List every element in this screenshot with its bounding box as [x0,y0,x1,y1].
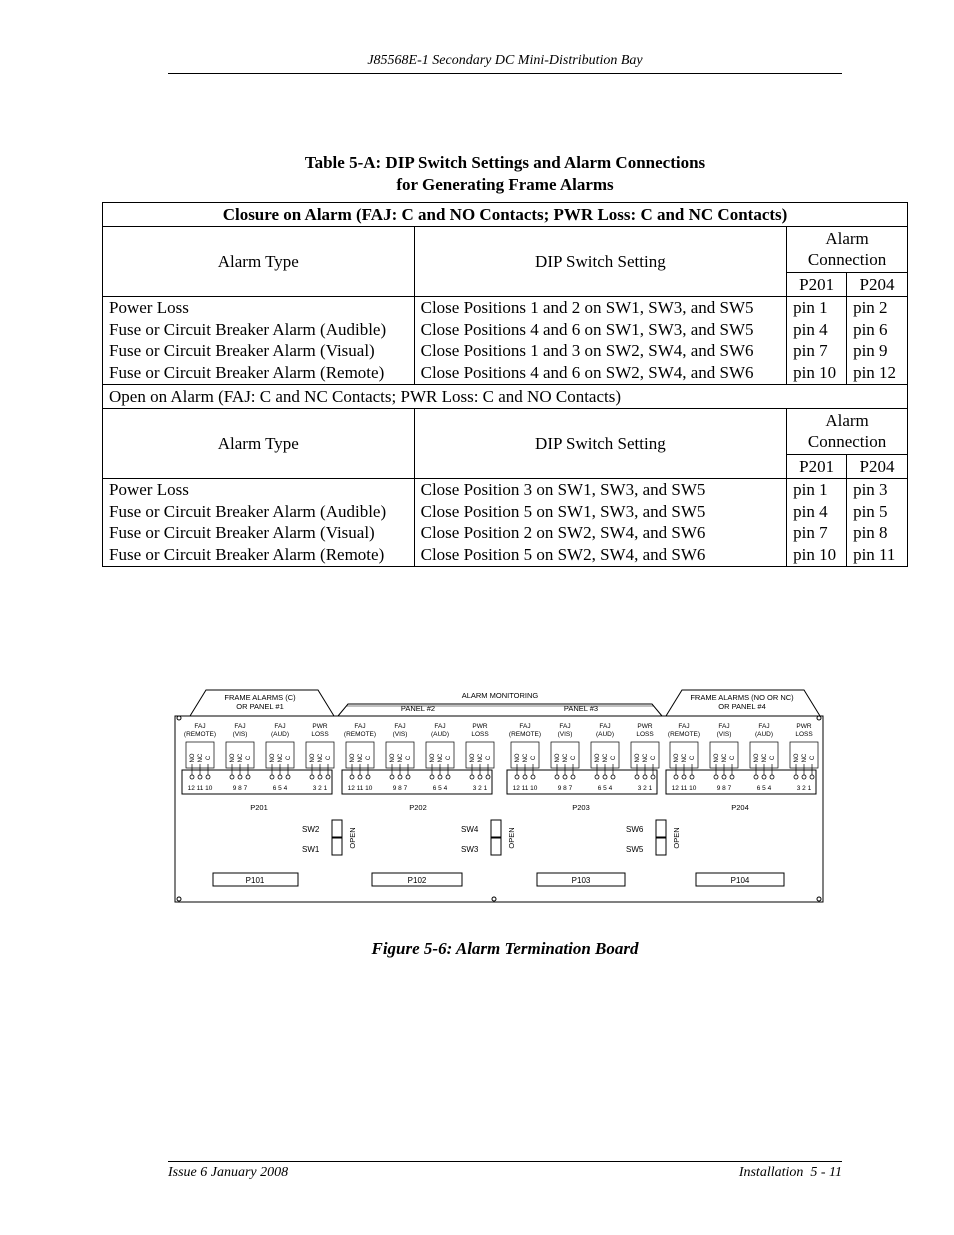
terminal-block-group [182,723,818,794]
table-row-p204: pin 11 [853,544,896,564]
terminal-screw [643,775,647,779]
alarm-group-label: (REMOTE) [667,731,701,738]
alarm-group-label: FAJ [559,723,571,730]
contact-label: C [690,755,696,761]
alarm-type-cell [103,479,415,567]
alarm-group-label: FAJ [194,723,206,730]
pin-number-label: 12 11 10 [347,785,373,792]
pin-number-label: 3 2 1 [796,785,812,792]
table-row-p201: pin 1 [793,480,828,499]
contact-label: NC [238,753,244,763]
pin-number-label: 3 2 1 [312,785,328,792]
open-label: OPEN [507,827,516,849]
alarm-group-label: (VIS) [557,731,573,738]
pin-number-label: 3 2 1 [472,785,488,792]
contact-label: C [326,755,332,761]
p204-cell [847,297,908,385]
dip-switch [656,820,666,837]
connector-label: P204 [731,803,749,812]
terminal-screw [690,775,694,779]
table-row-p201: pin 10 [793,544,837,564]
alarm-termination-board-figure [172,686,826,906]
column-header-alarm-type: Alarm Type [103,409,415,479]
contact-label: NO [350,753,356,763]
bottom-connector-label: P103 [571,876,591,885]
terminal-screw [318,775,322,779]
terminal-screw [810,775,814,779]
table-row-p201: pin 10 [793,362,837,382]
table-row-p204: pin 3 [853,480,888,499]
dip-switch [332,820,342,837]
alarm-group-label: (AUD) [430,731,450,738]
table-row-p204: pin 12 [853,362,897,382]
table-row-p201: pin 1 [793,298,828,317]
contact-label: NO [470,753,476,763]
bottom-connector-label: P102 [407,876,427,885]
table-row-dip: Close Positions 1 and 2 on SW1, SW3, and SW5 [420,298,754,317]
table-row-dip: Close Position 5 on SW1, SW3, and SW5 [420,501,706,521]
contact-label: C [730,755,736,761]
dip-switch-table [102,202,908,567]
pin-number-label: 9 8 7 [716,785,732,792]
pin-number-label: 12 11 10 [512,785,538,792]
switch-label: SW2 [302,825,320,834]
open-label: OPEN [672,827,681,849]
connector-label: P202 [409,803,427,812]
alarm-group-label: (VIS) [392,731,408,738]
alarm-group-label: FAJ [354,723,366,730]
contact-label: NC [802,753,808,763]
dip-setting-cell [414,297,787,385]
mount-hole [817,716,821,720]
table-row-type: Fuse or Circuit Breaker Alarm (Visual) [109,523,375,542]
terminal-screw [478,775,482,779]
terminal-screw [571,775,575,779]
switch-label: SW3 [461,845,479,854]
contact-label: NC [603,753,609,763]
contact-label: NO [390,753,396,763]
terminal-screw [770,775,774,779]
dip-setting-cell [414,479,787,567]
terminal-screw [358,775,362,779]
contact-label: NO [754,753,760,763]
terminal-screw [531,775,535,779]
contact-label: NO [430,753,436,763]
contact-label: NO [635,753,641,763]
mount-hole [177,897,181,901]
alarm-type-cell [103,297,415,385]
contact-label: NC [722,753,728,763]
table-row-p201: pin 7 [793,341,828,360]
contact-label: NC [523,753,529,763]
pin-number-label: 12 11 10 [671,785,697,792]
footer-issue-date: Issue 6 January 2008 [168,1165,289,1180]
terminal-screw [722,775,726,779]
column-header-dip-switch: DIP Switch Setting [414,409,787,479]
pin-number-label: 6 5 4 [756,785,772,792]
pin-number-label: 6 5 4 [272,785,288,792]
terminal-screw [714,775,718,779]
table-row-type: Fuse or Circuit Breaker Alarm (Remote) [109,362,385,382]
figure-caption: Figure 5-6: Alarm Termination Board [371,939,639,958]
table-row-dip: Close Positions 4 and 6 on SW1, SW3, and SW5 [420,319,754,339]
terminal-screw [270,775,274,779]
running-footer [168,1161,842,1180]
alarm-group-label: (AUD) [754,731,774,738]
tab-left-line2: OR PANEL #1 [236,702,284,711]
alarm-group-label: PWR [472,723,488,730]
table-row-type: Fuse or Circuit Breaker Alarm (Visual) [109,341,375,360]
alarm-group-label: (REMOTE) [343,731,377,738]
terminal-screw [438,775,442,779]
alarm-group-label: (VIS) [232,731,248,738]
contact-label: NC [762,753,768,763]
contact-label: NO [230,753,236,763]
terminal-screw [446,775,450,779]
terminal-screw [470,775,474,779]
tab-right-line2: OR PANEL #4 [718,702,766,711]
terminal-screw [406,775,410,779]
pin-number-label: 9 8 7 [557,785,573,792]
column-header-p204: P204 [847,273,908,297]
contact-label: NO [595,753,601,763]
pin-number-label: 6 5 4 [432,785,448,792]
contact-label: C [246,755,252,761]
table-row-p204: pin 2 [853,298,888,317]
contact-label: C [810,755,816,761]
contact-label: NC [358,753,364,763]
table-title-line2: for Generating Frame Alarms [396,175,614,194]
terminal-screw [563,775,567,779]
column-header-dip-switch: DIP Switch Setting [414,227,787,297]
alarm-group-label: LOSS [311,731,329,738]
terminal-screw [350,775,354,779]
mount-hole [817,897,821,901]
footer-page-number: Installation 5 - 11 [738,1165,842,1180]
alarm-group-label: FAJ [758,723,770,730]
table-row-p201: pin 4 [793,501,828,521]
table-title [102,152,908,196]
alarm-group-label: LOSS [795,731,813,738]
contact-label: C [571,755,577,761]
terminal-screw [674,775,678,779]
table-row-dip: Close Positions 4 and 6 on SW2, SW4, and SW6 [420,362,754,382]
table-row-type: Fuse or Circuit Breaker Alarm (Remote) [109,544,385,564]
terminal-screw [398,775,402,779]
terminal-screw [310,775,314,779]
alarm-group-label: (VIS) [716,731,732,738]
table-row-p201: pin 4 [793,319,828,339]
tab-right-line1: FRAME ALARMS (NO OR NC) [690,693,794,702]
pin-number-label: 12 11 10 [187,785,213,792]
p201-cell [787,297,847,385]
terminal-screw [366,775,370,779]
terminal-screw [555,775,559,779]
terminal-screw [611,775,615,779]
alarm-group-label: PWR [796,723,812,730]
section-heading: Open on Alarm (FAJ: C and NC Contacts; PWR Loss: C and NO Contacts) [103,385,908,409]
terminal-screw [326,775,330,779]
switch-label: SW6 [626,825,644,834]
terminal-screw [190,775,194,779]
terminal-screw [486,775,490,779]
contact-label: NO [270,753,276,763]
pin-number-label: 6 5 4 [597,785,613,792]
terminal-screw [682,775,686,779]
contact-label: NC [478,753,484,763]
column-header-p201: P201 [787,273,847,297]
contact-label: NO [310,753,316,763]
table-row-type: Fuse or Circuit Breaker Alarm (Audible) [109,501,387,521]
alarm-group-label: (AUD) [595,731,615,738]
terminal-screw [230,775,234,779]
table-row-dip: Close Positions 1 and 3 on SW2, SW4, and SW6 [420,341,754,360]
alarm-group-label: FAJ [234,723,246,730]
contact-label: NO [515,753,521,763]
alarm-group-label: FAJ [274,723,286,730]
contact-label: NC [682,753,688,763]
table-title-line1: Table 5-A: DIP Switch Settings and Alarm Connections [304,153,706,172]
table-row-type: Fuse or Circuit Breaker Alarm (Audible) [109,319,387,339]
mount-hole [177,716,181,720]
terminal-screw [635,775,639,779]
dip-switch [656,838,666,855]
terminal-screw [286,775,290,779]
pin-number-label: 9 8 7 [392,785,408,792]
p204-cell [847,479,908,567]
contact-label: C [486,755,492,761]
panel-3-label: PANEL #3 [563,704,599,713]
column-header-alarm-type: Alarm Type [103,227,415,297]
terminal-screw [390,775,394,779]
alarm-group-label: PWR [637,723,653,730]
dip-switch [491,820,501,837]
table-row-p204: pin 6 [853,319,888,339]
tab-left-line1: FRAME ALARMS (C) [224,693,296,702]
terminal-screw [206,775,210,779]
terminal-screw [603,775,607,779]
table-row-p204: pin 9 [853,341,888,360]
table-row-type: Power Loss [109,298,189,317]
terminal-screw [198,775,202,779]
panel-2-label: PANEL #2 [400,704,436,713]
column-header-alarm-connection: Alarm Connection [787,409,908,455]
terminal-screw [595,775,599,779]
contact-label: C [286,755,292,761]
dip-switch [332,838,342,855]
tab-center-label: ALARM MONITORING [461,691,539,700]
terminal-screw [651,775,655,779]
contact-label: NO [674,753,680,763]
terminal-screw [278,775,282,779]
connector-label: P201 [250,803,268,812]
contact-label: C [770,755,776,761]
alarm-group-label: (AUD) [270,731,290,738]
contact-label: C [611,755,617,761]
board-outline [175,716,823,902]
section-heading: Closure on Alarm (FAJ: C and NO Contacts; PWR Loss: C and NC Contacts) [103,203,908,227]
contact-label: C [366,755,372,761]
column-header-alarm-connection: Alarm Connection [787,227,908,273]
terminal-screw [802,775,806,779]
contact-label: C [651,755,657,761]
terminal-screw [762,775,766,779]
mount-hole [492,897,496,901]
column-header-p204: P204 [847,455,908,479]
contact-label: NC [278,753,284,763]
contact-label: NC [563,753,569,763]
terminal-screw [523,775,527,779]
bottom-connector-label: P101 [245,876,265,885]
contact-label: NC [318,753,324,763]
contact-label: NO [190,753,196,763]
alarm-group-label: (REMOTE) [183,731,217,738]
alarm-group-label: (REMOTE) [508,731,542,738]
terminal-screw [246,775,250,779]
contact-label: NO [794,753,800,763]
pin-number-label: 9 8 7 [232,785,248,792]
table-row-type: Power Loss [109,480,189,499]
alarm-group-label: FAJ [519,723,531,730]
table-row-dip: Close Position 5 on SW2, SW4, and SW6 [420,544,706,564]
p201-cell [787,479,847,567]
table-row-p204: pin 8 [853,523,888,542]
contact-label: C [531,755,537,761]
contact-label: C [406,755,412,761]
contact-label: NO [555,753,561,763]
table-row-p204: pin 5 [853,501,888,521]
contact-label: NC [398,753,404,763]
alarm-group-label: FAJ [394,723,406,730]
connector-label: P203 [572,803,590,812]
terminal-screw [430,775,434,779]
contact-label: NC [198,753,204,763]
table-row-dip: Close Position 3 on SW1, SW3, and SW5 [420,480,706,499]
column-header-p201: P201 [787,455,847,479]
alarm-group-label: LOSS [471,731,489,738]
pin-number-label: 3 2 1 [637,785,653,792]
contact-label: NC [438,753,444,763]
terminal-screw [794,775,798,779]
running-header: J85568E-1 Secondary DC Mini-Distribution Bay [168,52,842,74]
dip-switch [491,838,501,855]
bottom-connector-label: P104 [730,876,750,885]
alarm-group-label: FAJ [678,723,690,730]
open-label: OPEN [348,827,357,849]
terminal-screw [754,775,758,779]
alarm-group-label: PWR [312,723,328,730]
table-row-dip: Close Position 2 on SW2, SW4, and SW6 [420,523,706,542]
alarm-group-label: FAJ [599,723,611,730]
terminal-screw [238,775,242,779]
contact-label: C [206,755,212,761]
contact-label: NO [714,753,720,763]
terminal-screw [730,775,734,779]
alarm-group-label: FAJ [718,723,730,730]
contact-label: C [446,755,452,761]
switch-label: SW5 [626,845,644,854]
contact-label: NC [643,753,649,763]
alarm-group-label: FAJ [434,723,446,730]
terminal-screw [515,775,519,779]
switch-label: SW1 [302,845,320,854]
switch-label: SW4 [461,825,479,834]
alarm-group-label: LOSS [636,731,654,738]
table-row-p201: pin 7 [793,523,828,542]
